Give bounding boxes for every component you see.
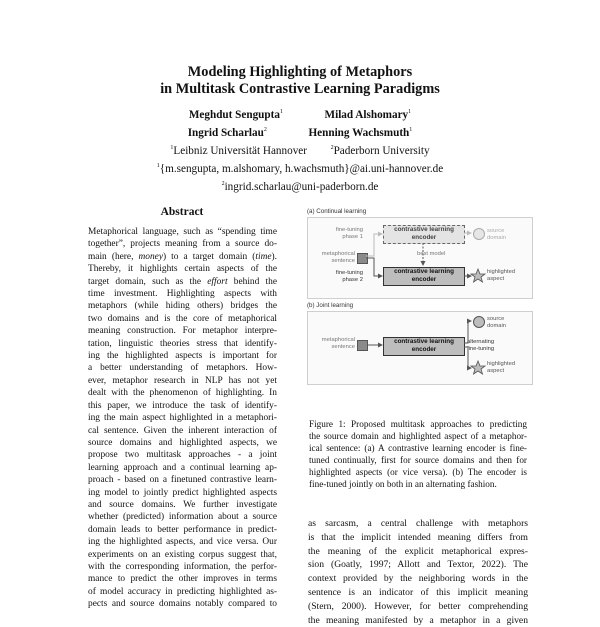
metaphorical-sentence-label: metaphorical sentence: [321, 251, 355, 264]
body-line: as sarcasm, a central challenge with metaphors: [308, 518, 528, 529]
caption-line: fine-tuned jointly on both in an alternating fashion.: [309, 478, 497, 489]
body-line: sentence is an indicator of this implicit meaning: [308, 586, 528, 598]
arrow-encoder-to-source: [464, 321, 471, 343]
source-domain-label-faded: source domain: [487, 228, 507, 241]
encoder-joint: contrastive learning encoder: [383, 337, 465, 356]
abstract-line: whether (predicted) information about a source: [88, 512, 277, 523]
abstract-line: mance to predict the other improves in terms: [88, 574, 277, 585]
abstract-line: source domains and highlighted aspects, we: [88, 437, 277, 448]
affiliation: Leibniz Universität Hannover: [173, 145, 307, 157]
email-row-1: [0, 159, 600, 177]
abstract-line: ever, metaphor research in NLP has not yet: [88, 375, 277, 386]
panel-a-label: (a) Continual learning: [307, 208, 367, 215]
abstract-line: a better understanding of metaphors. How-: [88, 363, 277, 374]
abstract-line: of model accuracy in predicting highlighted as-: [88, 586, 277, 597]
abstract-line: with the corresponding information, the perfor-: [88, 561, 277, 572]
abstract-line: dealt with the phenomenon of highlighting. In: [88, 388, 277, 399]
body-line: the meaning of the explicit metaphorical expres-: [308, 545, 528, 557]
author-superscript: 1: [409, 127, 413, 133]
caption-line: the source domain and highlighted aspect of a metaphor-: [309, 430, 527, 441]
abstract-line: this paper, we introduce the task of identify-: [88, 400, 277, 411]
abstract-line: pects and source domains notably compared to: [88, 599, 277, 610]
metaphorical-sentence-label: metaphorical sentence: [321, 337, 355, 350]
panel-b-label: (b) Joint learning: [307, 302, 354, 309]
author-superscript: 1: [408, 109, 412, 115]
abstract-text: [88, 226, 277, 611]
author-row-1: [0, 105, 600, 123]
abstract-line: metaphors (while hiding others) bridges the: [88, 301, 277, 312]
arrow-sentence-to-phase2: [366, 258, 382, 276]
author-superscript: 2: [263, 127, 267, 133]
affiliation: Paderborn University: [333, 145, 430, 157]
caption-line: highlighted aspects (or vice versa). (b) The encoder is: [309, 466, 527, 477]
figure-arrows: [305, 206, 537, 406]
abstract-line: ing the highlighted aspects is important for: [88, 351, 277, 362]
author-row-2: [0, 123, 600, 141]
affiliation-superscript: 1: [170, 145, 174, 151]
body-line: context provided by the neighboring words in the: [308, 573, 528, 585]
abstract-line: main (here, money) to a target domain (time).: [88, 251, 278, 262]
caption-line: ical sentence: (a) A contrastive learning encoder is fine-: [309, 442, 527, 453]
abstract-line: learning approach and a continual learning ap-: [88, 462, 277, 473]
abstract-line: ing the highlighted aspects, and vice versa. Our: [88, 537, 277, 548]
highlighted-aspect-label: highlighted aspect: [487, 269, 516, 282]
abstract-line: target domain, such as the effort behind the: [88, 276, 277, 287]
abstract-line: proach - based on a finetuned contrastive learn-: [88, 475, 277, 486]
abstract-line: two domains and is the core of metaphorical: [88, 313, 277, 324]
body-line: the meaning manifested by a metaphor in a given: [308, 614, 528, 626]
author-name: Ingrid Scharlau: [187, 127, 264, 139]
caption-line: Figure 1: Proposed multitask approaches to predicting: [309, 419, 527, 429]
arrow-encoder-to-aspect: [464, 347, 471, 368]
best-model-label: best model: [417, 251, 446, 257]
author-name: Milad Alshomary: [324, 109, 409, 121]
abstract-line: domain leads to better performance in predict-: [88, 524, 277, 535]
body-line: (Stern, 2000). However, for better comprehending: [308, 600, 528, 612]
email: {m.sengupta, m.alshomary, h.wachsmuth}@ai.uni-hannover.de: [159, 163, 444, 175]
abstract-line: Metaphorical language, such as “spending time: [88, 227, 277, 237]
abstract-line: together”, projects meaning from a source do-: [88, 239, 277, 250]
body-text-right: [308, 517, 528, 627]
email: ingrid.scharlau@uni-paderborn.de: [224, 181, 379, 193]
highlighted-aspect-label: highlighted aspect: [487, 361, 516, 374]
abstract-line: and source domains. We further investigate: [88, 499, 277, 510]
abstract-line: meaning construction. For metaphor interpre-: [88, 326, 277, 337]
encoder-phase-2: contrastive learning encoder: [383, 267, 465, 286]
caption-line: tuned continually, first for source domains and then for: [309, 454, 527, 465]
email-row-2: [0, 177, 600, 195]
abstract-line: ing model to jointly predict highlighted aspects: [88, 487, 277, 498]
abstract-line: ing the main aspect highlighted in a metaphori-: [88, 413, 277, 424]
author-superscript: 1: [279, 109, 283, 115]
author-name: Henning Wachsmuth: [308, 127, 410, 139]
email-superscript: 1: [156, 163, 160, 169]
alternating-fine-tuning-label: alternating fine-tuning: [467, 339, 495, 352]
abstract-heading: Abstract: [160, 206, 204, 218]
highlighted-aspect-star-icon: [471, 269, 485, 282]
title-line-1: Modeling Highlighting of Metaphors: [187, 64, 413, 80]
body-line: is that the implicit intended meaning differs from: [308, 531, 528, 543]
abstract-line: propose two multitask approaches - a joint: [88, 450, 277, 461]
abstract-line: time investment. Highlighting aspects with: [88, 289, 277, 300]
email-superscript: 2: [221, 181, 225, 187]
abstract-line: experiments on an existing corpus suggest that,: [88, 549, 277, 560]
title-line-2: in Multitask Contrastive Learning Paradigms: [160, 81, 440, 97]
figure-1: [305, 206, 537, 406]
abstract-line: Thereby, it highlights certain aspects of the: [88, 264, 277, 275]
fine-tuning-phase-2-label: fine-tuning phase 2: [335, 270, 363, 283]
encoder-phase-1: contrastive learning encoder: [383, 225, 465, 244]
author-block: [0, 105, 600, 195]
fine-tuning-phase-1-label: fine-tuning phase 1: [335, 227, 363, 240]
figure-caption: [309, 419, 527, 490]
source-domain-label: source domain: [487, 316, 507, 329]
abstract-line: tation, linguistic theories stress that identify-: [88, 338, 277, 349]
abstract-line: cal sentence. Given the inherent interaction of: [88, 425, 277, 436]
affiliation-superscript: 2: [330, 145, 334, 151]
author-name: Meghdut Sengupta: [188, 109, 280, 121]
body-line: sion (Goatly, 1997; Allott and Textor, 2022). The: [308, 559, 528, 571]
highlighted-aspect-star-icon: [471, 361, 485, 374]
paper-title: [0, 64, 600, 98]
affiliation-row: [0, 141, 600, 159]
arrow-sentence-to-phase1: [366, 234, 382, 256]
